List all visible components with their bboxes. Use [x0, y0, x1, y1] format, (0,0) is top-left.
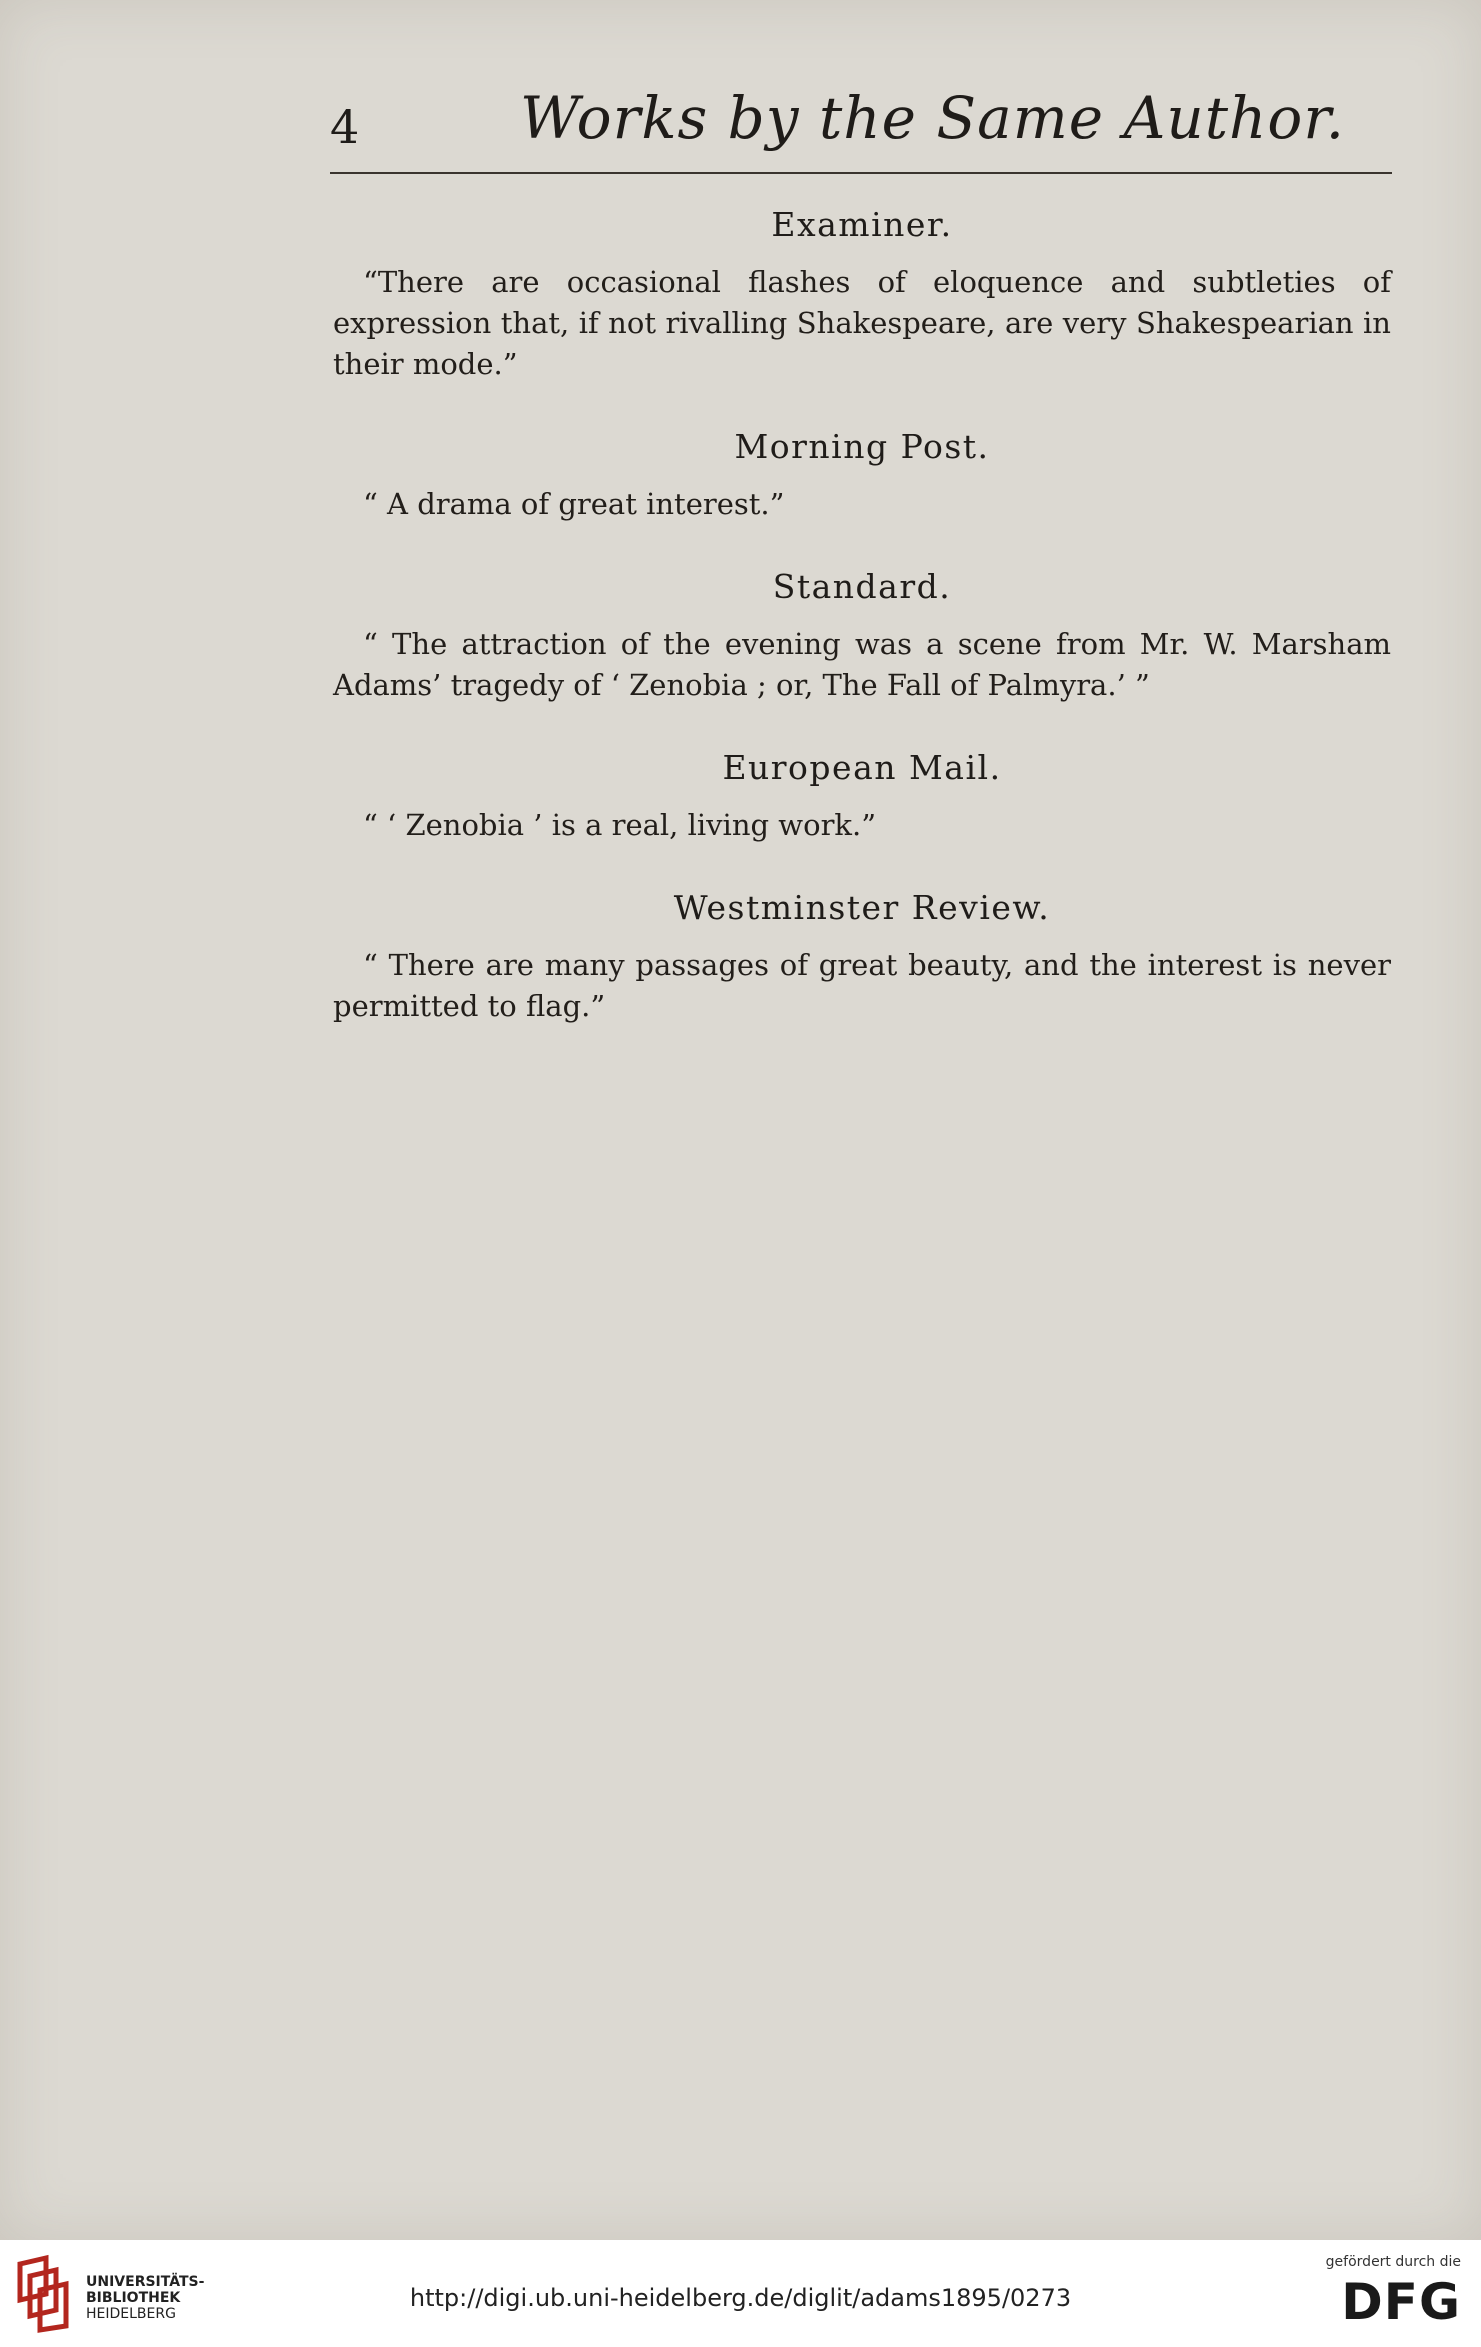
funder-block[interactable]: [1311, 2254, 1461, 2340]
review-source: Westminster Review.: [673, 888, 1051, 927]
review-morning-post: [333, 427, 1391, 525]
review-standard: [333, 567, 1391, 706]
source-url-link[interactable]: http://digi.ub.uni-heidelberg.de/diglit/adams1895/0273: [409, 2284, 1072, 2312]
review-source: Examiner.: [771, 205, 953, 244]
header-rule: [330, 172, 1392, 174]
review-quote: “ There are many passages of great beauty, and the interest is never permitted to flag.”: [333, 948, 1391, 1023]
funding-caption: gefördert durch die: [1325, 2254, 1461, 2270]
review-quote: “There are occasional flashes of eloquence and subtleties of expression that, if not rivalling Shakespeare, are very Shakespearian in their mode.”: [333, 265, 1391, 381]
review-source: Morning Post.: [734, 427, 990, 466]
page-number: 4: [330, 100, 360, 154]
review-source: European Mail.: [722, 748, 1002, 787]
review-examiner: [333, 205, 1391, 385]
review-source: Standard.: [772, 567, 952, 606]
review-quote: “ ‘ Zenobia ’ is a real, living work.”: [363, 808, 877, 842]
review-quote: “ The attraction of the evening was a scene from Mr. W. Marsham Adams’ tragedy of ‘ Zenobia ; or, The Fall of Palmyra.’ ”: [333, 627, 1391, 702]
review-quote: “ A drama of great interest.”: [363, 487, 785, 521]
running-title: Works by the Same Author.: [520, 84, 1346, 152]
review-westminster-review: [333, 888, 1391, 1027]
reviews-section: [333, 205, 1391, 1027]
digitization-footer: [0, 2240, 1481, 2347]
library-name-line1: UNIVERSITÄTS-: [86, 2274, 205, 2290]
library-name-line3: HEIDELBERG: [86, 2306, 176, 2322]
review-european-mail: [333, 748, 1391, 846]
library-name-line2: BIBLIOTHEK: [86, 2290, 181, 2306]
page-header: [330, 78, 1392, 174]
dfg-logo: DFG: [1341, 2273, 1461, 2331]
